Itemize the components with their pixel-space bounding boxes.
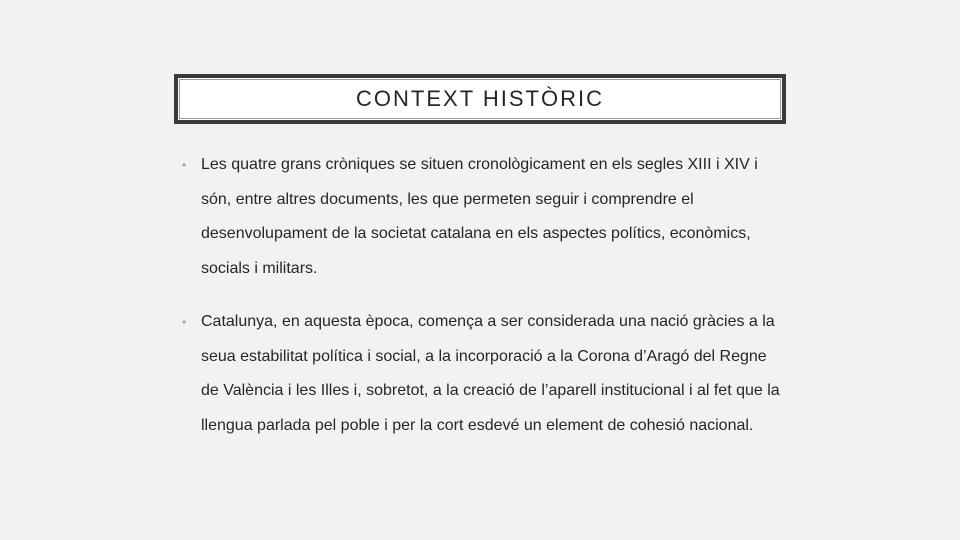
bullet-text: Les quatre grans cròniques se situen cronològicament en els segles XIII i XIV i són, entre altres documents, les que permeten seguir i comprendre el desenvolupament de la societat catalana en els aspectes polítics, econòmics, socials i militars.	[201, 156, 758, 277]
bullet-item	[182, 305, 782, 443]
bullet-icon: •	[182, 315, 187, 329]
title-box	[174, 74, 786, 124]
bullet-icon: •	[182, 158, 187, 172]
slide-title: CONTEXT HISTÒRIC	[356, 86, 604, 111]
bullet-item	[182, 148, 782, 286]
bullet-text: Catalunya, en aquesta època, comença a ser considerada una nació gràcies a la seua estabilitat política i social, a la incorporació a la Corona d’Aragó del Regne de València i les Illes i, sobretot, a la creació de l’aparell institucional i al fet que la llengua parlada pel poble i per la cort esdevé un element de cohesió nacional.	[201, 313, 780, 434]
bullet-list	[182, 148, 782, 462]
